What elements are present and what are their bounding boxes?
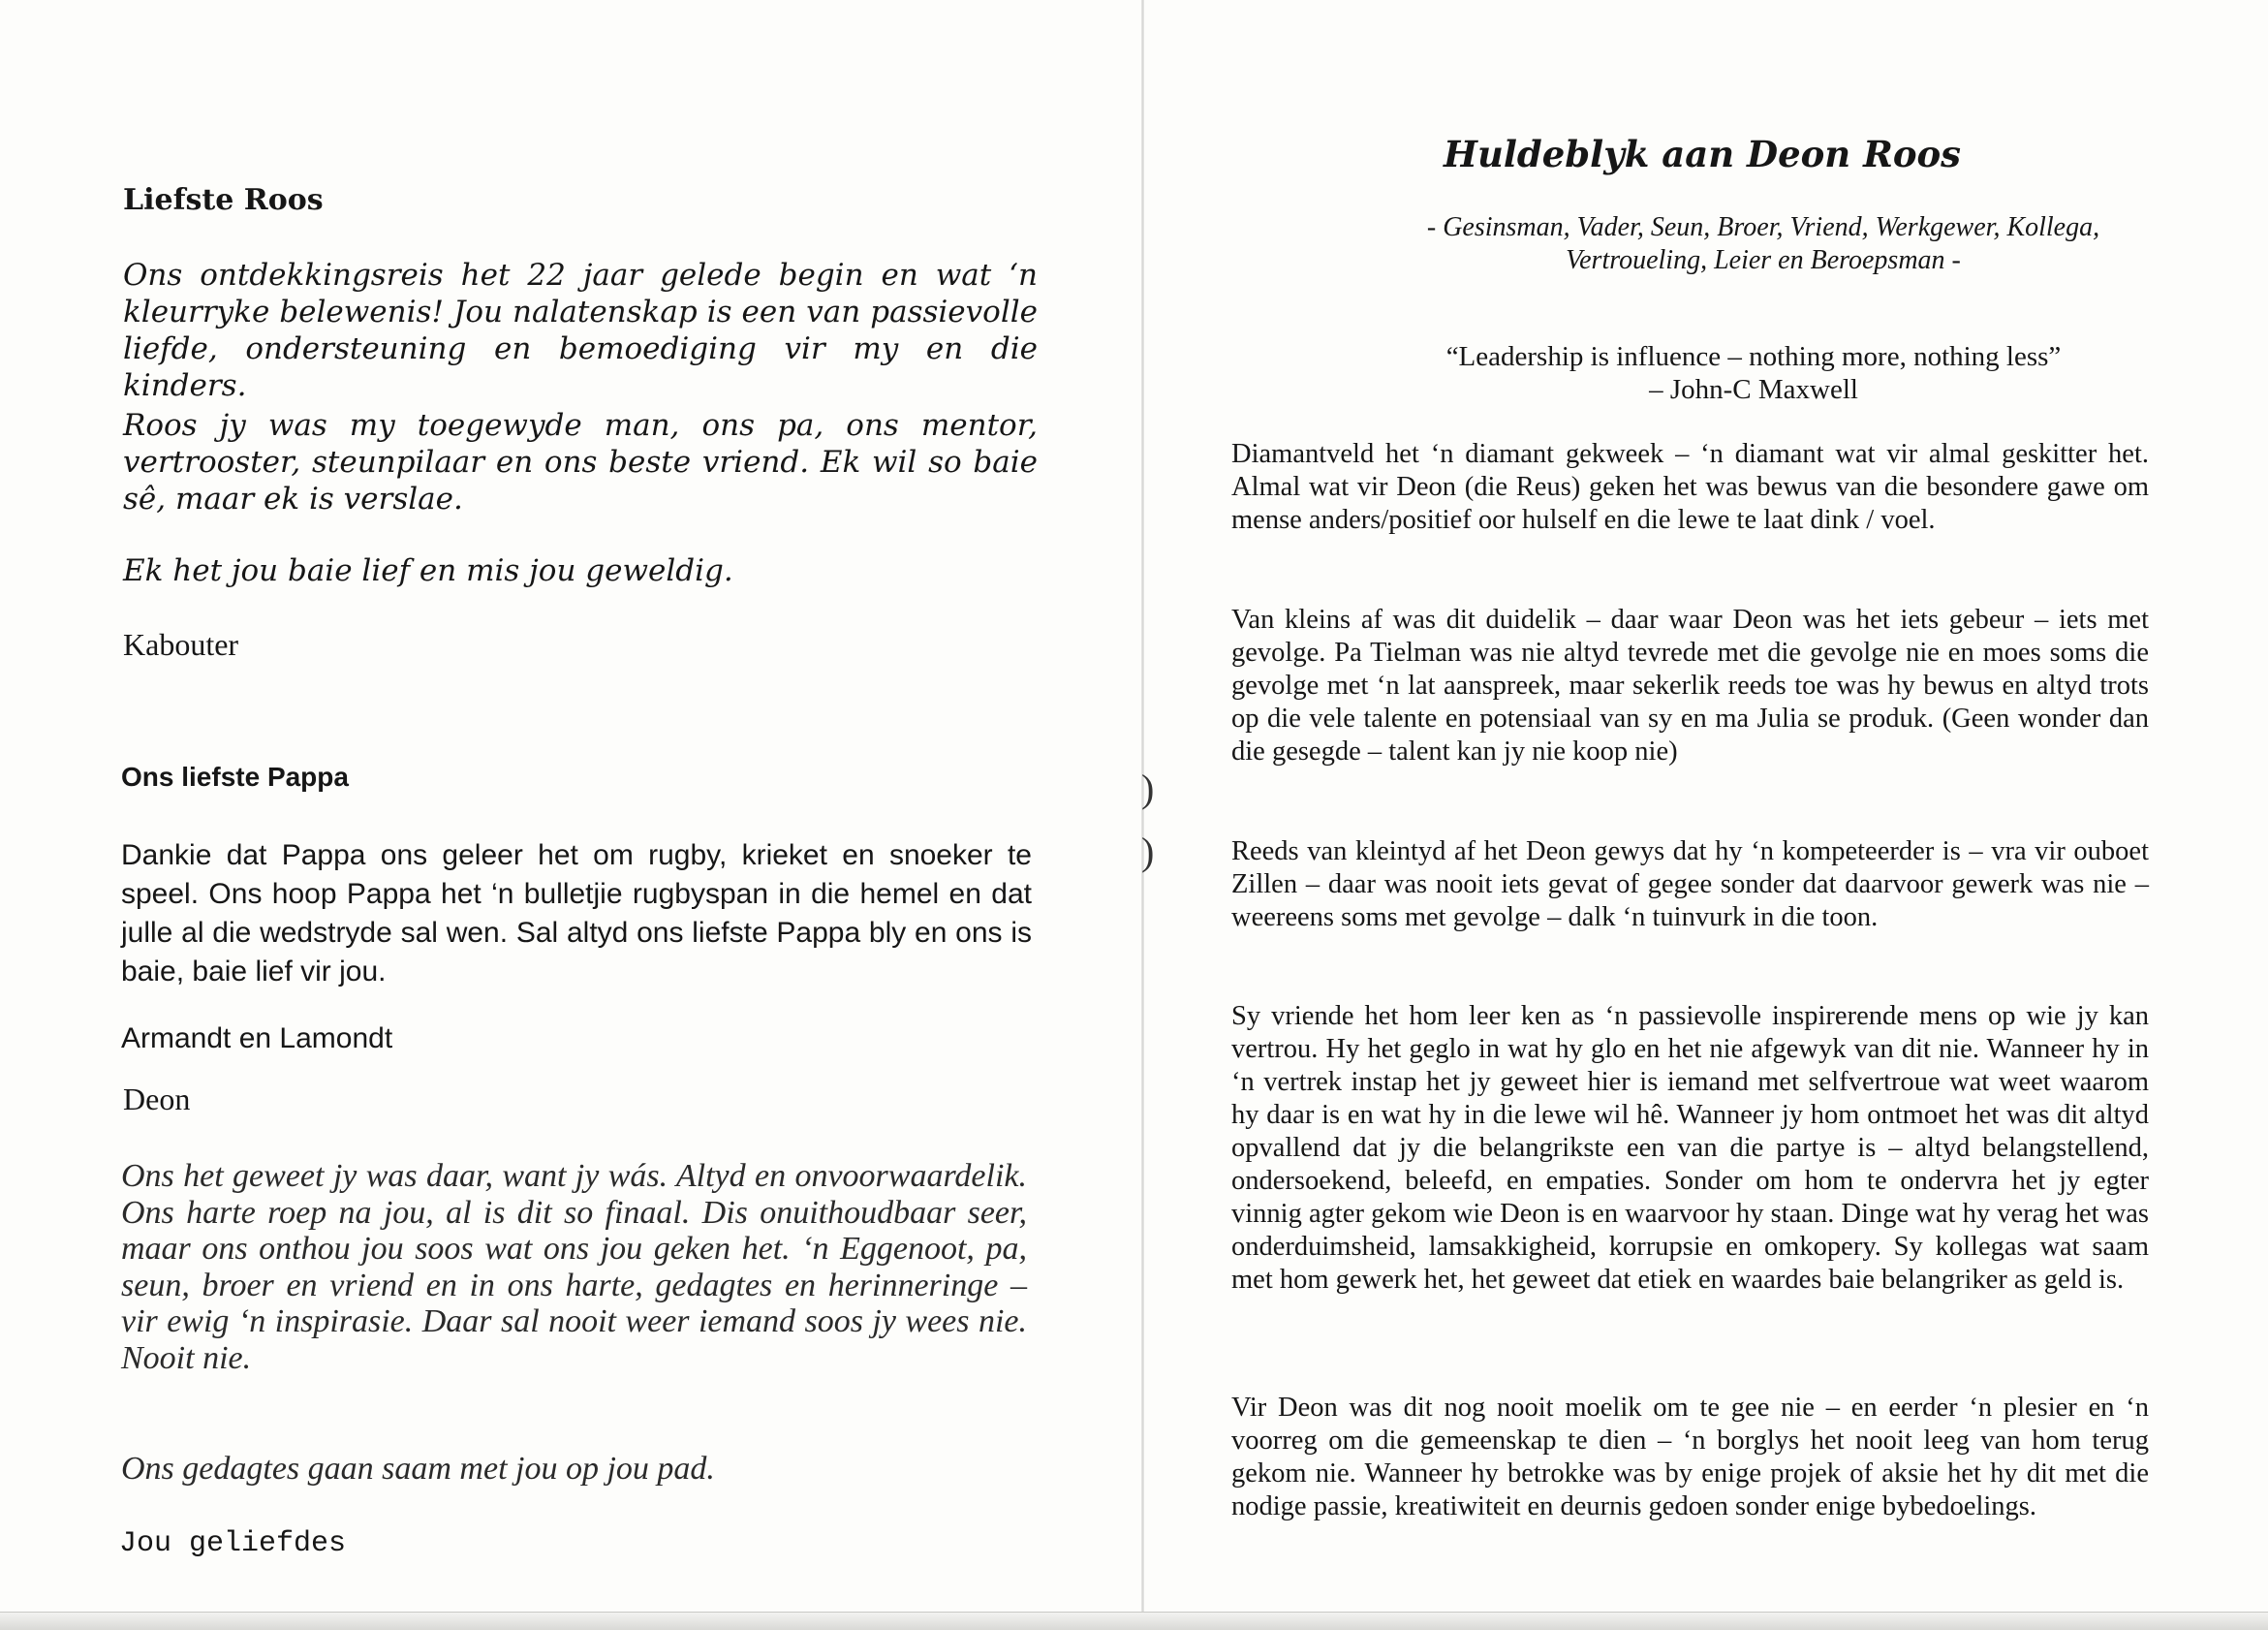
tribute-subtitle: - Gesinsman, Vader, Seun, Broer, Vriend, Werkgewer, Kollega, Vertroueling, Leier en Beroepsman - [1426,212,2100,275]
signature-jou-geliefdes: Jou geliefdes [119,1527,347,1560]
scan-bottom-edge [0,1612,2268,1630]
heading-liefste-roos: Liefste Roos [123,183,324,217]
paragraph-vriende: Sy vriende het hom leer ken as ‘n passievolle inspirerende mens op wie jy kan vertrou. Hy het geglo in wat hy glo en het nie afgewyk van dit nie. Wanneer hy in ‘n vertrek instap het jy geweet hier is iemand met selfvertroue wat weet waarom hy daar is en wat hy in die lewe wil hê. Wanneer jy hom ontmoet het was dit altyd opvallend dat jy die belangrikste een van die partye is – altyd belangstellend, ondersoekend, beleefd, en empaties. Sonder om hom te ondervra het jy egter vinnig agter gekom wie Deon is en waarvoor hy staan. Dinge wat hy verag het was onderduimsheid, lamsakkigheid, korrupsie en omkopery. Sy kollegas wat saam met hom gewerk het, het geweet dat etiek en waardes baie belangriker as geld is. [1231,1001,2149,1295]
paragraph-gee: Vir Deon was dit nog nooit moelik om te gee nie – en eerder ‘n plesier en ‘n voorreg om die gemeenskap te dien – ‘n borglys het nooit leeg van hom terug gekom nie. Wanneer hy betrokke was by enige projek of aksie het hy dit met die nodige passie, kreatiwiteit en deurnis gedoen sonder enige bybedoelings. [1231,1393,2149,1521]
heading-deon: Deon [123,1081,191,1116]
paragraph-dankie-pappa: Dankie dat Pappa ons geleer het om rugby, krieket en snoeker te speel. Ons hoop Pappa het ‘n bulletjie rugbyspan in die hemel en dat julle al die wedstryde sal wen. Sal altyd ons liefste Pappa bly en ons is baie, baie lief vir jou. [121,839,1032,987]
fold-mark-bottom: ) [1141,830,1155,873]
quote-author: – John-C Maxwell [1649,374,1858,405]
fold-mark-top: ) [1141,767,1155,810]
tribute-title: Huldeblyk aan Deon Roos [1443,133,1962,175]
quote-text: “Leadership is influence – nothing more, nothing less” [1445,341,2062,372]
signature-armandt-lamondt: Armandt en Lamondt [121,1022,393,1054]
heading-ons-liefste-pappa: Ons liefste Pappa [121,762,349,792]
paragraph-lief: Ek het jou baie lief en mis jou geweldig. [123,553,733,588]
right-page [1143,0,2268,1630]
paragraph-ontdekkingsreis: Ons ontdekkingsreis het 22 jaar gelede begin en wat ‘n kleurryke belewenis! Jou nalatenskap is een van passievolle liefde, ondersteuning en bemoediging vir my en die kinders. [123,258,1038,403]
paragraph-diamantveld: Diamantveld het ‘n diamant gekweek – ‘n diamant wat vir almal geskitter het. Almal wat vir Deon (die Reus) geken het was bewus van die besondere gawe om mense anders/positief oor hulself en die lewe te laat dink / voel. [1231,439,2149,535]
quote-block [1318,340,2190,406]
poem-ons-het-geweet: Ons het geweet jy was daar, want jy wás. Altyd en onvoorwaardelik. Ons harte roep na jou, al is dit so finaal. Dis onuithoudbaar seer, maar ons onthou jou soos wat ons jou geken het. ‘n Eggenoot, pa, seun, broer en vriend en in ons harte, gedagtes en herinneringe – vir ewig ‘n inspirasie. Daar sal nooit weer iemand soos jy wees nie. Nooit nie. [121,1158,1027,1376]
paragraph-toegewyde-man: Roos jy was my toegewyde man, ons pa, ons mentor, vertrooster, steunpilaar en ons beste vriend. Ek wil so baie sê, maar ek is verslae. [123,408,1038,517]
paragraph-van-kleins-af: Van kleins af was dit duidelik – daar waar Deon was het iets gebeur – iets met gevolge. Pa Tielman was nie altyd tevrede met die gevolge nie en moes soms die gevolge met ‘n lat aanspreek, maar sekerlik reeds toe was hy bewus en altyd trots op die vele talente en potensiaal van sy en ma Julia se produk. (Geen wonder dan die gesegde – talent kan jy nie koop nie) [1231,605,2149,767]
closing-line: Ons gedagtes gaan saam met jou op jou pad. [121,1451,715,1487]
paragraph-kompeteerder: Reeds van kleintyd af het Deon gewys dat hy ‘n kompeteerder is – vra vir ouboet Zillen – daar was nooit iets gevat of gegee sonder dat daarvoor gewerk was nie – weereens soms met gevolge – dalk ‘n tuinvurk in die toon. [1231,836,2149,932]
signature-kabouter: Kabouter [123,627,239,662]
